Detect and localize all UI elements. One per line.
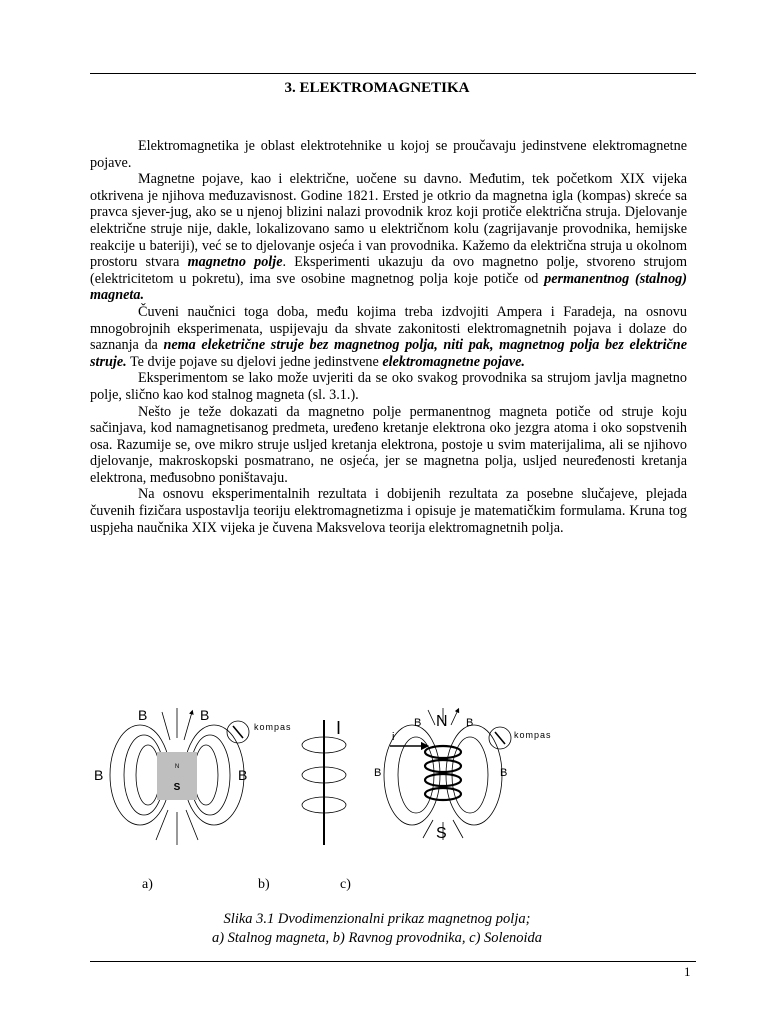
caption-line-2: a) Stalnog magneta, b) Ravnog provodnika, c) Solenoida — [211, 930, 543, 946]
magnet-label-s: S — [173, 782, 181, 793]
magnet-label-n: N — [174, 764, 180, 770]
emphasis-elektromagnetne-pojave: elektromagnetne pojave. — [382, 353, 525, 370]
diagram-a-permanent-magnet — [94, 707, 292, 845]
body-text — [90, 138, 687, 536]
paragraph-3: Čuveni naučnici toga doba, među kojima treba izdvojiti Ampera i Faradeja, na osnovu mnogobrojnih eksperimenata, uspijevaju da shvate zakonitosti elektromagnetnih pojava i dolaze do saznanja da nema eleketrične struje bez magnetnog polja, niti pak, magnetnog polja bez električne struje. Te dvije pojave su djelovi jedne jedinstvene elektromagnetne pojave. — [90, 303, 687, 370]
b-vector-label: B — [238, 767, 248, 783]
figure-magnetic-fields — [90, 700, 570, 850]
b-vector-label: B — [94, 767, 104, 783]
page-number: 1 — [684, 964, 691, 979]
b-vector-label: B — [414, 717, 422, 729]
emphasis-magnetno-polje: magnetno polje — [187, 254, 283, 271]
caption-line-1: Slika 3.1 Dvodimenzionalni prikaz magnetnog polja; — [223, 911, 531, 927]
paragraph-5: Nešto je teže dokazati da magnetno polje permanentnog magneta potiče od struje koju sačinjava, kod namagnetisanog predmeta, uređeno kretanje elektrona oko jezgra atoma i oko sopstvenih osa. Razumije se, ove mikro struje usljed kretanja elektrona, postoje u svim materijalima, ali se njihovo djelovanje, makroskopski posmatrano, ne osjeća, jer se magnetna polja, usljed neuređenosti kretanja elektrona, međusobno poništavaju. — [90, 403, 687, 486]
b-vector-label: B — [466, 717, 474, 729]
solenoid-south-label: S — [436, 825, 447, 842]
top-rule — [90, 73, 696, 74]
compass-label: kompas — [514, 730, 552, 740]
paragraph-6: Na osnovu eksperimentalnih rezultata i dobijenih rezultata za posebne slučajeve, plejada čuvenih fizičara uspostavlja teoriju elektromagnetizma i opisuje je matematičkim formulama. Kruna tog uspjeha naučnika XIX vijeka je čuvena Maksvelova teorija elektromagnetnih polja. — [90, 486, 687, 536]
paragraph-2: Magnetne pojave, kao i električne, uočene su davno. Međutim, tek početkom XIX vijeka otkrivena je njihova međuzavisnost. Godine 1821. Ersted je otkrio da magnetna igla (kompas) skreće sa pravca sjever-jug, ako se u njenoj blizini nalazi provodnik kroz koji protiče električna struja. Djelovanje električne struje nije, dakle, lokalizovano samo u električnom kolu (zagrijavanje provodnika, hemijske reakcije u bateriji), već se to djelovanje osjeća i van provodnika. Kažemo da električna struja u okolnom prostoru stvara magnetno polje. Eksperimenti ukazuju da ovo magnetno polje, stvoreno strujom (elektricitetom u pokretu), ima sve osobine magnetnog polja koje potiče od permanentnog (stalnog) magneta. — [90, 171, 687, 304]
solenoid-north-label: N — [436, 713, 448, 730]
chapter-title: 3. ELEKTROMAGNETIKA — [284, 80, 470, 96]
figure-sublabel-b: b) — [258, 877, 270, 892]
bottom-rule — [90, 961, 696, 962]
figure-sublabel-a: a) — [142, 877, 153, 892]
paragraph-1: Elektromagnetika je oblast elektrotehnike u kojoj se proučavaju jedinstvene elektromagnetne pojave. — [90, 138, 687, 171]
figure-caption — [90, 910, 664, 948]
compass-icon — [489, 727, 511, 749]
compass-icon — [227, 721, 249, 743]
b-vector-label: B — [500, 767, 508, 779]
emphasis-nema-struje: nema eleketrične struje bez magnetnog polja, niti pak, magnetnog polja bez električne struje. — [90, 337, 687, 370]
diagram-c-solenoid — [374, 708, 552, 842]
figure-sublabel-c: c) — [340, 877, 351, 892]
compass-label: kompas — [254, 722, 292, 732]
b-vector-label: B — [200, 707, 210, 723]
paragraph-4: Eksperimentom se lako može uvjeriti da se oko svakog provodnika sa strujom javlja magnetno polje, slično kao kod stalnog magneta (sl. 3.1.). — [90, 370, 687, 403]
b-vector-label: B — [374, 767, 382, 779]
current-label-small-i: i — [392, 731, 395, 743]
emphasis-permanentnog-magneta: permanentnog (stalnog) magneta. — [90, 270, 687, 304]
b-vector-label: B — [138, 707, 148, 723]
diagram-b-straight-conductor — [302, 718, 346, 845]
current-label-i: I — [336, 718, 342, 738]
